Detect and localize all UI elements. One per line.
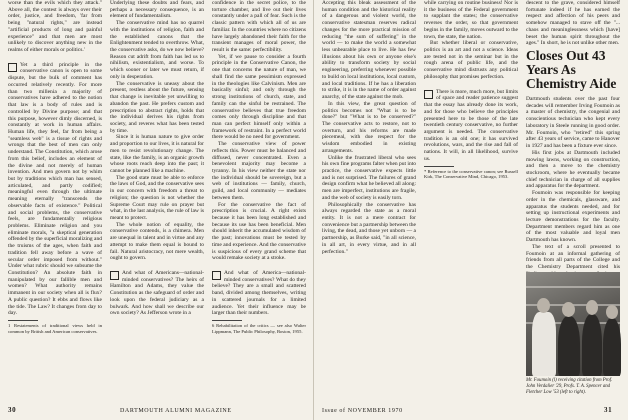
paragraph: The whole notion of equality, the conservative contends, is a chimera. Men are unequal in talent and in virtue and any attempt to make them equal is bound to fail. Natural aristocracy, not mere wealth, ought to govern. (110, 221, 204, 262)
issue-date: Issue of NOVEMBER 1970 (322, 408, 403, 414)
person-figure (603, 318, 621, 376)
footnote: 6 Rehabilitation of the critics — see also Walter Lippmann, The Public Philosophy, Boston, 1955. (212, 323, 306, 334)
right-column-2 (424, 0, 518, 398)
person-figure (582, 314, 602, 376)
paragraph: The conservative is uneasy about the present, restless about the future, sensing that change is inevitable yet unwilling to abandon the past. He prefers custom and prescription to abstract rights, holds that the individual derives his rights from society, and reveres what has been tested by time. (110, 80, 204, 134)
paragraph: confidence in the secret police, to the torture chamber, and live out their lives constantly under a pall of fear. Such is the classic pattern with which all of us are familiar. In the countries where no citizens have largely abandoned their faith for the transient manages of moral power, the result is the same: perfectibility. (212, 0, 306, 54)
paragraph: Accepting this bleak assessment of the human condition and the historical reality of a dangerous and violent world, the conservative statesman reserves radical changes for the more practical mission of reducing "the sum of suffering" in the world — to make the world a somewhat less unbearable place to live. He has few illusions about his own or anyone else's ability to transform society by social engineering, preferring whenever possible to build on local institutions, local custom, and local traditions. If he has a liberation to strike, it is in the name of order against anarchy, of the state against the mob. (322, 0, 416, 101)
section-marker-icon (8, 63, 17, 72)
paragraph: In this view, the great question of politics becomes not "What is to be done?" but "What is to be conserved?" The conservative acts to restore, not to overturn, and his reforms are made piecemeal, with due respect for the wisdom embodied in existing arrangements. (322, 100, 416, 154)
paragraph: Underlying these doubts and fears, and perhaps a necessary consequence, is an element of fundamentalism. (110, 0, 204, 20)
footnote-rule (212, 320, 242, 321)
right-column-3 (526, 0, 620, 268)
paragraph: His first jobs at Dartmouth included mowing lawns, working on construction, and then a move to the chemistry stockroom, where he eventually became chief technician in charge of all supplies and apparatus for the department. (526, 149, 620, 190)
paragraph: Yet, if we pause to consider a fourth principle in the Conservative Canon, the one that concerns the nature of man, we shall find the same pessimism expressed in the theologies like Calvinism. Men are basically sinful; and only through the strong institutions of church, state, and family can the sinful be restrained. The conservative believes that true freedom comes only through discipline and that man can perfect himself only within a framework of restraint. In a perfect world there would be no need for government. (212, 53, 306, 141)
paragraph: descent to the grave, considered himself fortunate indeed if he has earned the respect and affection of his peers and somehow managed to stave off the "... chaos and meaninglessness which [have] beset the human spirit throughout the ages." In short, he is not unlike other men. (526, 0, 620, 47)
paragraph: The good state must be able to enforce the laws of God, and the conservative sees in our concern with freedom a threat to religion; the question is not whether the Supreme Court may rule on prayer but what, in the last analysis, the rule of law is meant to protect. (110, 174, 204, 221)
right-footer (604, 406, 612, 414)
paragraph: But whether liberal or conservative, politics is an art and not a science. Ideas are tested not in the seminar but in the rough arena of public life, and the conservative mind distrusts any political philosophy that promises perfection. (424, 40, 518, 80)
paragraph: while carrying on routine business! Nor is it the business of the Federal government to supplant the states; the conservative reverses the order, so that government begins in the family, moves outward to the town, the state, the nation. (424, 0, 518, 40)
footnote-rule (8, 320, 38, 321)
paragraph: Yet a third principle in the conservative canon is open to some dispute, but the bulk of comment has occurred relatively recently. For more than two millenia a majority of conservatives have adhered to the notion that law is a body of rules and is controlled by Divine purpose; and that this purpose, however dimly discerned, is constantly at work in human affairs. Human life, they feel, far from being a "seamless web" is a tissue of rights and wrongs that the best of men can only understand. The Constitution, which arose from this belief, includes an element of the divine and not merely of human invention. And men govern not by whim but by traditions which man has sensed, articulated, and partly codified; meaningful even through the ultimate meaning eternally "transcends the observable facts of existence." Political and social problems, the conservative feels, are fundamentally religious problems. Eliminate religion and you eliminate morals, "a skeptical generation offended by the superficial moralizing and the truisms of the ages, when faith and tradition fell away before a wave of secular order imposed from without." Under what rubric should we subsume the Constitution? An absolute faith in manipulated by our fallible men and women? What authority remains immanent in our society when all is flux? A public question? It ebbs and flows like the tide. The Law? It changes from day to day. (8, 61, 102, 317)
paragraph: Since it is human nature to give order and proportion to our lives, it is natural for men to resist revolutionary change. The state, like the family, is an organic growth whose roots reach deep into the past; it cannot be planned like a machine. (110, 134, 204, 174)
paragraph: Unlike the frustrated liberal who sees his own fine programs falter when put into practice, the conservative expects little and is not surprised. The failures of grand design confirm what he believed all along: men are imperfect, institutions are fragile, and the web of society is easily torn. (322, 154, 416, 201)
paragraph: Foumoin was responsible for keeping order in the chemicals, glassware, and apparatus the students needed, and for setting up instructional experiments and lecture demonstrations for the faculty. Department members regard him as one of the most valuable and loyal men Dartmouth has known. (526, 190, 620, 244)
left-footer (8, 406, 16, 414)
section-marker-icon (212, 271, 221, 280)
paragraph: The conservative view of power reflects this. Power must be balanced and diffused, never concentrated. Even a benevolent majority may become a tyranny. In his view neither the state nor the individual should be sovereign, but a web of institutions — family, church, guild, and local community — mediates between them. (212, 141, 306, 201)
footnote: 1 Restatements of traditional views held in common by British and American conservatives. (8, 323, 102, 334)
paragraph: worse than the evils which they attack." Above all, the contest is always over their order, justice, and freedom, 'far from being "natural rights," are instead "artificial products of long and painful experience" and that men are most unlikely to discover anything new in the realms of either morals or politics.' (8, 0, 102, 54)
right-page (314, 0, 628, 420)
paragraph: Philosophically the conservative has always regarded the state as a moral entity. It is not a mere contract for convenience but a partnership between the living, the dead, and those yet unborn — a partnership, as Burke said, "in all science, in all art, in every virtue, and in all perfection." (322, 201, 416, 255)
page-number: 30 (8, 406, 17, 414)
left-column-3 (212, 0, 306, 398)
person-figure (532, 312, 556, 376)
paragraph: For the conservative the fact of prescription is crucial. A right exists because it has been long established and because its use has been beneficial. Men should inherit the accumulated wisdom of the past; innovations must be tested by time and experience. And the conservative is suspicious of every grand scheme that would remake society at a stroke. (212, 201, 306, 262)
paragraph: Dartmouth students over the past four decades will remember Irving Foumoin as a master of chemistry, the congenial and conscientious technician who kept every laboratory in Steele running in good order. Mr. Foumoin, who "retired" this spring after 43 years of service, came to Hanover in 1927 and has been a fixture ever since. (526, 96, 620, 150)
left-column-1 (8, 0, 102, 398)
article-headline: Closes Out 43 Years As Chemistry Aide (526, 48, 617, 92)
right-column-1 (322, 0, 416, 398)
footnote: * Reference to the conservative canon; see Russell Kirk, The Conservative Mind, Chicago, 1953. (424, 168, 518, 180)
paragraph: And what of America—national-minded conservatives? What do they believe? They are a small and scattered band, divided among themselves, writing in scattered journals for a limited audience. Yet their influence may be larger than their numbers. (212, 270, 306, 317)
page-number: 31 (604, 406, 613, 414)
paragraph: The text of a scroll presented to Foumoin at an informal gathering of friends from all parts of the College and the Chemistry Department cited his (526, 243, 620, 270)
paragraph: There is more, much more, but limits of space and reader patience suggest that the essay has already done its work, and for those who believe the principles presented here to be those of the late twentieth century conservative, no further argument is needed. The conservative tradition is an old one; it has survived revolutions, wars, and the rise and fall of nations. It will, in all likelihood, survive us. (424, 88, 518, 162)
person-figure (558, 316, 580, 376)
paragraph: The conservative mind has no quarrel with the institutions of religion, faith and the established canons that the Enlightenment tended to overthrow. What, the conservative asks, do we now believe? Reason cut adrift from faith has led us to nihilism, existentialism, and worse. To which sooner or later we must return, if only in desperation. (110, 20, 204, 80)
news-photo (526, 272, 620, 376)
section-marker-icon (110, 271, 119, 280)
left-column-2 (110, 0, 204, 398)
section-marker-icon (424, 90, 433, 99)
magazine-name: DARTMOUTH ALUMNI MAGAZINE (120, 408, 232, 414)
footnote-rule (424, 166, 454, 167)
photo-caption: Mr. Foumoin (l) receiving citation from Prof. John Verdalier '29, Profs. T. A. Spencer and Fletcher Low '53 (left to right). (526, 378, 613, 395)
paragraph: And what of Americans—national-minded conservatives? The heirs of Hamilton and Adams, they value the Constitution as the safeguard of order and look upon the federal judiciary as a bulwark. And how shall we describe our own society? As Jefferson wrote in a (110, 270, 204, 317)
